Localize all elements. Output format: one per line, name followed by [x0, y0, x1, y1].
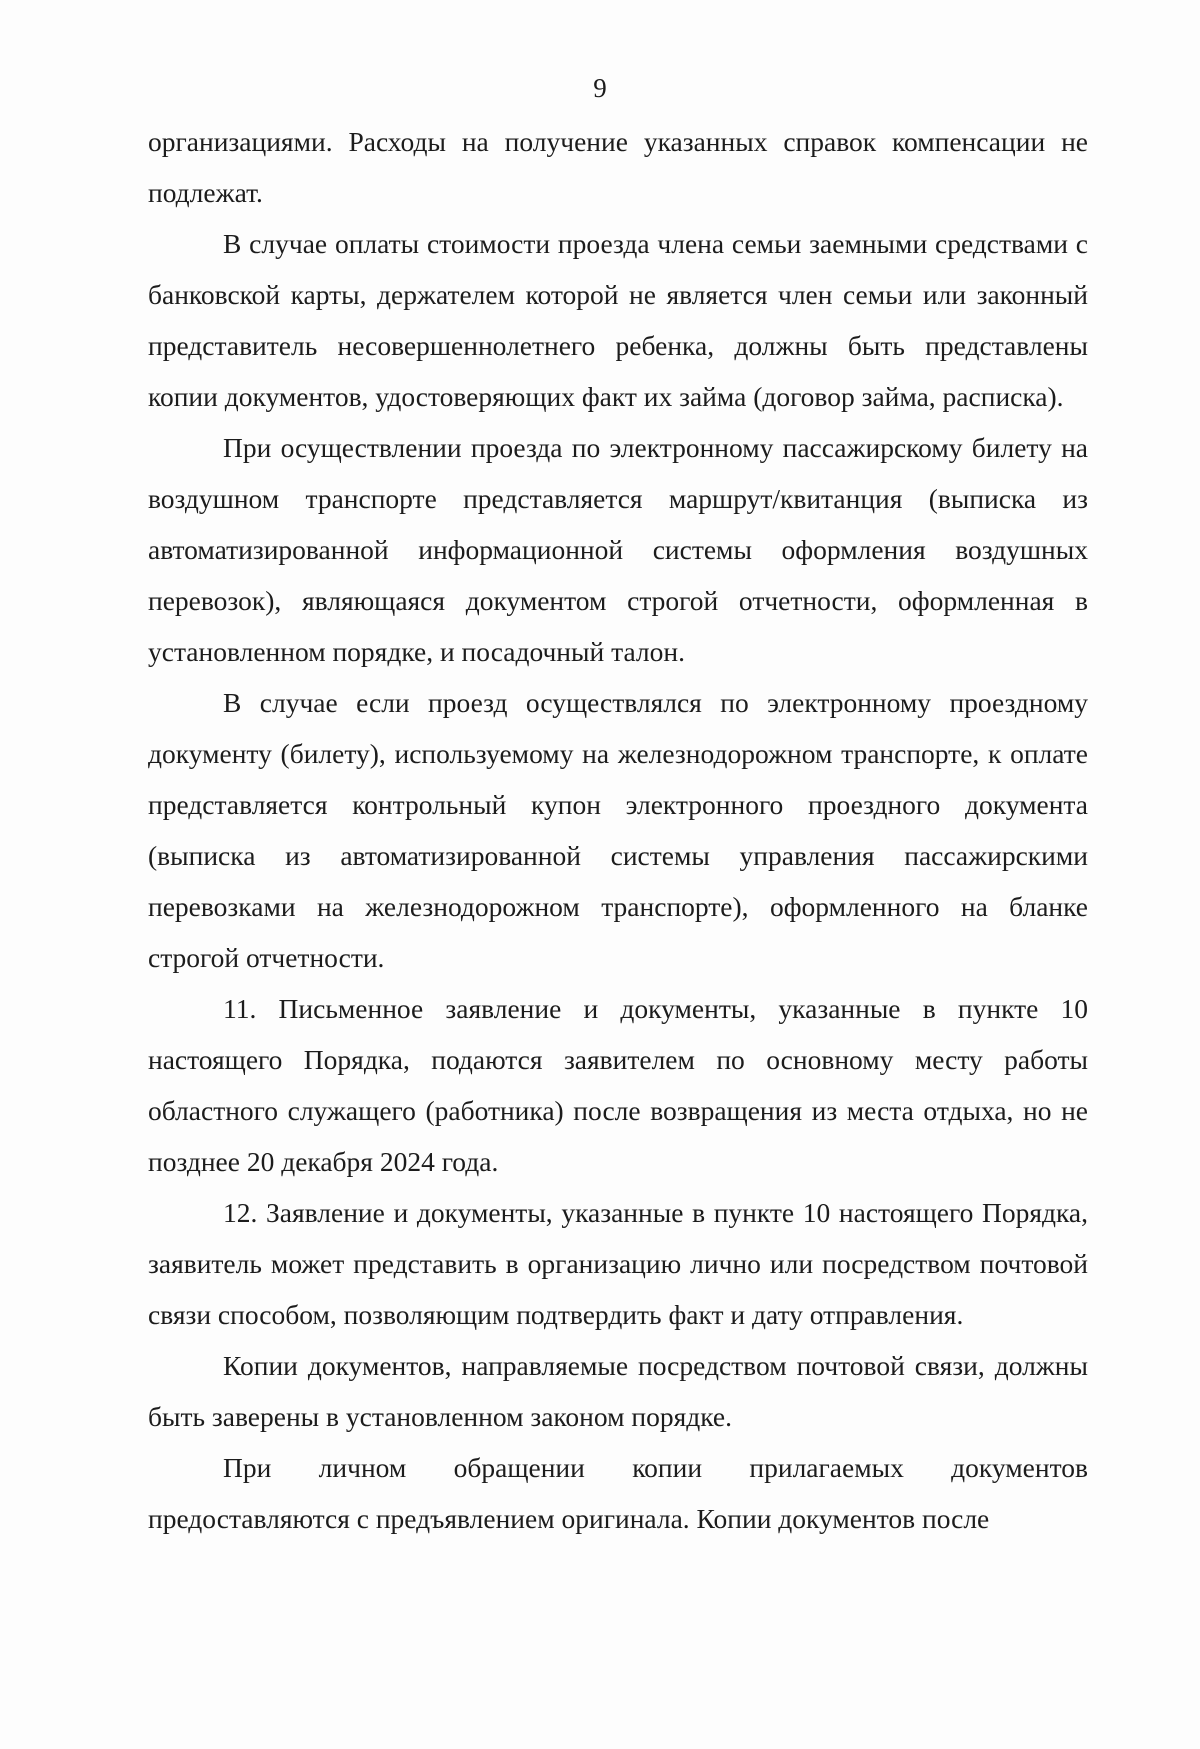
paragraph-item-11: 11. Письменное заявление и документы, указанные в пункте 10 настоящего Порядка, подаются заявителем по основному месту работы областного служащего (работника) после возвращения из места отдыха, но не позднее 20 декабря 2024 года. — [148, 993, 1088, 1177]
paragraph-postal-copies: Копии документов, направляемые посредством почтовой связи, должны быть заверены в установленном законом порядке. — [148, 1350, 1088, 1432]
paragraph-continuation: организациями. Расходы на получение указанных справок компенсации не подлежат. — [148, 126, 1088, 208]
paragraph-air-ticket: При осуществлении проезда по электронному пассажирскому билету на воздушном транспорте представляется маршрут/квитанция (выписка из автоматизированной информационной системы оформления воздушных перевозок), являющаяся документом строгой отчетности, оформленная в установленном порядке, и посадочный талон. — [148, 432, 1088, 667]
paragraph-rail-ticket: В случае если проезд осуществлялся по электронному проездному документу (билету), используемому на железнодорожном транспорте, к оплате представляется контрольный купон электронного проездного документа (выписка из автоматизированной системы управления пассажирскими перевозками на железнодорожном транспорте), оформленного на бланке строгой отчетности. — [148, 687, 1088, 973]
document-body — [148, 116, 1088, 1544]
page-number: 9 — [593, 73, 607, 103]
paragraph-borrowed-funds: В случае оплаты стоимости проезда члена семьи заемными средствами с банковской карты, держателем которой не является член семьи или законный представитель несовершеннолетнего ребенка, должны быть представлены копии документов, удостоверяющих факт их займа (договор займа, расписка). — [148, 228, 1088, 412]
paragraph-item-12: 12. Заявление и документы, указанные в пункте 10 настоящего Порядка, заявитель может представить в организацию лично или посредством почтовой связи способом, позволяющим подтвердить факт и дату отправления. — [148, 1197, 1088, 1330]
paragraph-personal-visit: При личном обращении копии прилагаемых документов предоставляются с предъявлением оригинала. Копии документов после — [148, 1452, 1088, 1534]
